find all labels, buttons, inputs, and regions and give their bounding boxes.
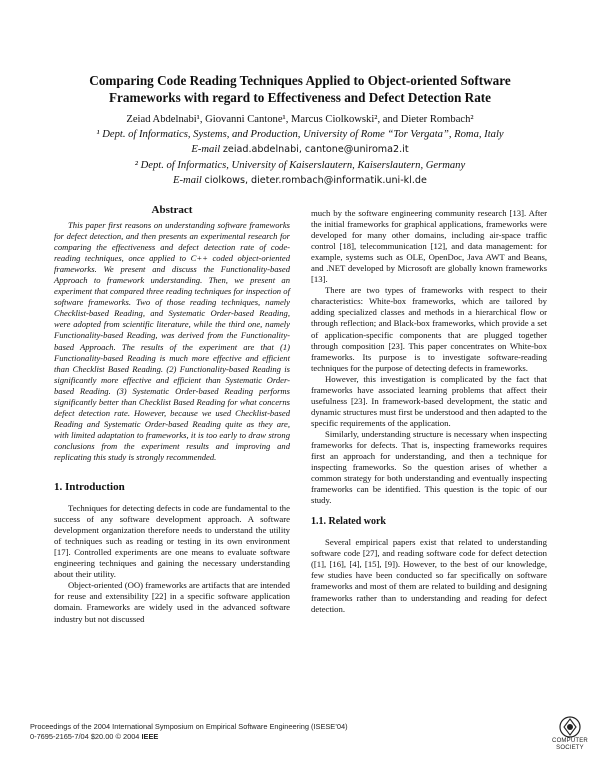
email-line-1: E-mail zeiad.abdelnabi, cantone@uniroma2.it	[191, 144, 409, 156]
subsection-heading-related-work: 1.1. Related work	[311, 516, 386, 528]
right-paragraph-3: However, this investigation is complicated by the fact that frameworks have associated learning problems that affect their usefulness [23]. In framework-based development, the static and dynamic structures must first be understood and then adapted to the specific requirements of the application.	[311, 373, 547, 428]
affiliation-1: ¹ Dept. of Informatics, Systems, and Production, University of Rome “Tor Vergata”, Roma, Italy	[96, 129, 504, 141]
section-heading-introduction: 1. Introduction	[54, 481, 125, 494]
affiliation-2: ² Dept. of Informatics, University of Kaiserslautern, Kaiserslautern, Germany	[134, 159, 466, 171]
email-1: zeiad.abdelnabi, cantone@uniroma2.it	[222, 144, 409, 156]
right-paragraph-2: There are two types of frameworks with respect to their characteristics: White-box frameworks, which are tailored by adding specialized classes and methods in a hierarchical flow or through reflection; and Black-box frameworks, which provide a set of application-specific components that are plugged together through composition [23]. This paper concentrates on White-box frameworks. Its purpose is to investigate software-reading techniques for the purpose of detecting defects in frameworks.	[311, 285, 547, 373]
title-line-2: Frameworks with regard to Effectiveness and Defect Detection Rate	[108, 90, 492, 105]
footer-line-2: 0-7695-2165-7/04 $20.00 © 2004 IEEE	[30, 732, 159, 741]
computer-society-logo	[548, 716, 592, 762]
logo-text-line-2: SOCIETY	[556, 744, 584, 751]
paper-title	[60, 72, 540, 106]
email-line-2: E-mail ciolkows, dieter.rombach@informatik.uni-kl.de	[173, 174, 427, 186]
ieee-computer-society-logo-icon	[559, 716, 581, 738]
related-work-paragraph: Several empirical papers exist that related to understanding software code [27], and reading software code for defect detection ([1], [16], [4], [15], [9]). However, to the best of our knowledge, few studies have been conducted so far specifically on software frameworks and most of them are related to building and designing frameworks rather than to understanding and reading for defect detection.	[311, 537, 547, 614]
proceedings-footer	[30, 722, 450, 742]
right-column	[311, 208, 547, 615]
intro-paragraph-2: Object-oriented (OO) frameworks are artifacts that are intended for reuse and extensibility [22] in a specific software application domain. Frameworks are widely used in the advanced software industry but not discussed	[54, 580, 290, 624]
intro-paragraph-1: Techniques for detecting defects in code are fundamental to the success of any software development approach. A software development organization therefore needs to understand the utility of techniques such as reading or testing in its own environment [17]. Controlled experiments are one means to evaluate software engineering techniques and gaining the necessary understanding about their utility.	[54, 503, 290, 580]
footer-line-1: Proceedings of the 2004 International Symposium on Empirical Software Engineering (ISESE’04)	[30, 722, 348, 731]
right-paragraph-4: Similarly, understanding structure is necessary when inspecting frameworks for defects. That is, inspecting frameworks requires first an approach for understanding, and then a technique for inspecting frameworks. So the question arises of whether a common strategy for both understanding and eventually inspecting frameworks can be identified. This question is the topic of our study.	[311, 428, 547, 506]
author-block	[60, 112, 540, 188]
left-column	[54, 204, 290, 625]
logo-text-line-1: COMPUTER	[552, 738, 588, 744]
abstract-heading: Abstract	[151, 204, 193, 216]
author-names: Zeiad Abdelnabi¹, Giovanni Cantone¹, Marcus Ciolkowski², and Dieter Rombach²	[126, 114, 474, 125]
email-2: ciolkows, dieter.rombach@informatik.uni-kl.de	[204, 174, 427, 186]
abstract-text: This paper first reasons on understanding software frameworks for defect detection, and then presents an experimental research for comparing the effectiveness and defect detection rate of code-reading techniques, once applied to C++ coded object-oriented frameworks. We present and discuss the Functionality-based Approach to framework understanding. Then, we present an experiment that compared three reading techniques for inspection of software frameworks. Two of those reading techniques, namely Checklist-based Reading, and Systematic Order-based Reading, were adopted from scientific literature, while the third one, namely Functionality-based Reading, was derived from the Functionality-based Approach. The results of the experiment are that (1) Functionality-based Reading is much more effective and efficient than Checklist Based Reading. (2) Functionality-based Reading is significantly more effective and efficient than Systematic Order-based Reading. (3) Systematic Order-based Reading performs significantly better than Checklist Based Reading for what concerns defect detection rate. However, because we used Checklist-based Reading and Systematic Order-based Reading quite as they are, with limited adaptation to frameworks, it is too early to draw strong conclusions from the experiment results and improving and replicating this study is strongly recommended.	[54, 220, 290, 462]
title-line-1: Comparing Code Reading Techniques Applied to Object-oriented Software	[89, 73, 511, 88]
right-paragraph-1: much by the software engineering community research [13]. After the initial frameworks for graphical applications, frameworks were developed for many other domains, including air-space traffic control [18], telecommunication [12], and data management: for example, systems such as OLE, OpenDoc, Java AWT and Beans, and .NET developed by Microsoft are globally known frameworks [13].	[311, 208, 547, 285]
